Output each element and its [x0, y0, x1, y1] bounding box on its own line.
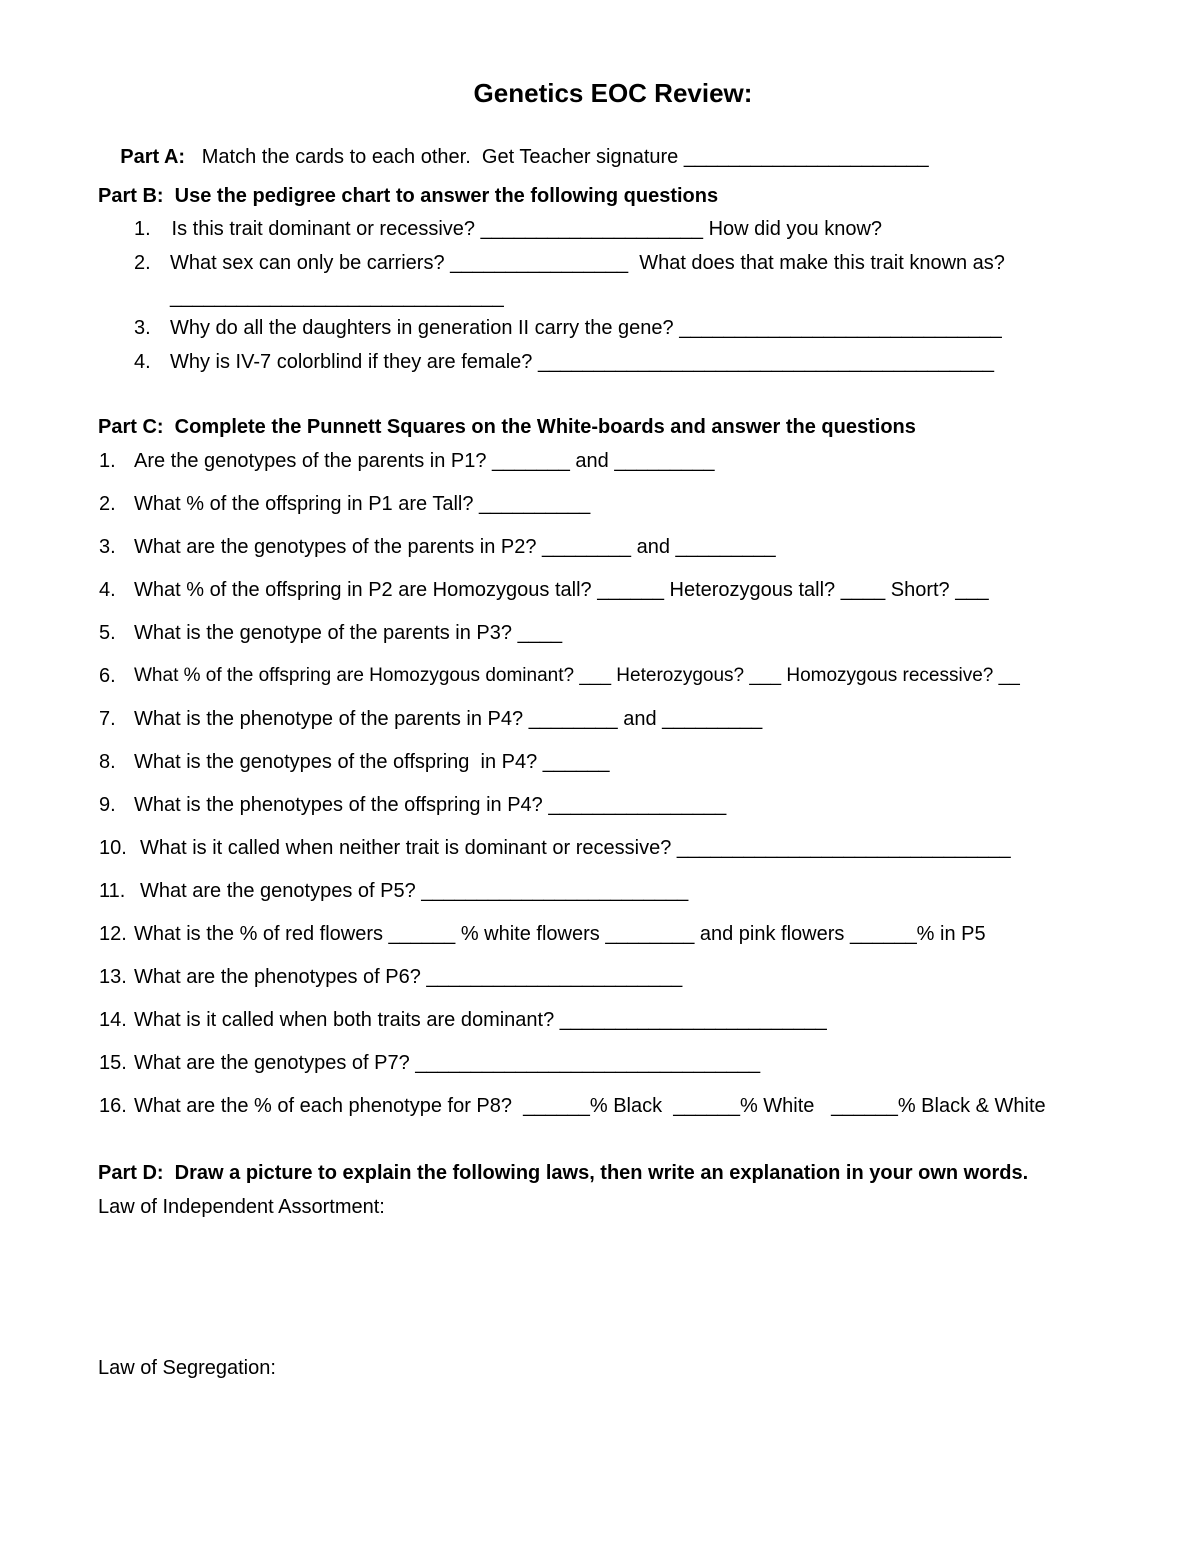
part-b-item-num: 3.: [134, 317, 151, 339]
part-b-heading: Part B: Use the pedigree chart to answer the following questions: [98, 185, 719, 207]
law-segregation-label: Law of Segregation:: [98, 1357, 276, 1379]
part-c-item-text: What are the genotypes of P5? ________________________: [140, 880, 689, 902]
part-c-item-num: 6.: [99, 665, 116, 687]
page-title: Genetics EOC Review:: [473, 78, 753, 108]
part-b-item-text: What sex can only be carriers? ________________ What does that make this trait known as?: [170, 252, 1005, 274]
part-c-item-num: 15.: [99, 1052, 127, 1074]
part-c-item-text: What % of the offspring are Homozygous dominant? ___ Heterozygous? ___ Homozygous recessive? __: [134, 665, 1020, 686]
law-independent-assortment-label: Law of Independent Assortment:: [98, 1196, 385, 1218]
part-c-item-num: 12.: [99, 923, 127, 945]
part-c-item-text: What is the genotype of the parents in P3? ____: [134, 622, 563, 644]
part-c-item-text: What is the genotypes of the offspring in P4? ______: [134, 751, 610, 773]
part-c-item-num: 4.: [99, 579, 116, 601]
part-c-item-text: Are the genotypes of the parents in P1? _______ and _________: [134, 450, 715, 472]
part-c-item-num: 1.: [99, 450, 116, 472]
part-b-item-num: 2.: [134, 252, 151, 274]
part-b-item-num: 4.: [134, 351, 151, 373]
part-c-item-text: What is it called when neither trait is dominant or recessive? ______________________________: [140, 837, 1011, 859]
part-c-item-num: 13.: [99, 966, 127, 988]
part-c-item-text: What is the phenotype of the parents in P4? ________ and _________: [134, 708, 763, 730]
part-c-item-num: 3.: [99, 536, 116, 558]
part-c-item-num: 11.: [99, 880, 126, 902]
part-a-label: Part A:: [120, 146, 186, 168]
part-b-item-text: Why is IV-7 colorblind if they are female? _________________________________________: [170, 351, 994, 373]
part-d-heading: Part D: Draw a picture to explain the following laws, then write an explanation in your own words.: [98, 1162, 1029, 1184]
part-c-heading: Part C: Complete the Punnett Squares on the White-boards and answer the questions: [98, 416, 916, 438]
part-c-item-text: What are the genotypes of the parents in P2? ________ and _________: [134, 536, 776, 558]
part-c-item-text: What is the phenotypes of the offspring in P4? ________________: [134, 794, 727, 816]
part-c-item-num: 16.: [99, 1095, 127, 1117]
part-c-item-text: What % of the offspring in P2 are Homozygous tall? ______ Heterozygous tall? ____ Short? ___: [134, 579, 989, 601]
part-c-item-num: 7.: [99, 708, 116, 730]
part-c-item-text: What are the phenotypes of P6? _______________________: [134, 966, 683, 988]
part-c-item-text: What are the % of each phenotype for P8? ______% Black ______% White ______% Black & White: [134, 1095, 1046, 1117]
part-c-item-text: What is it called when both traits are dominant? ________________________: [134, 1009, 827, 1031]
part-c-item-num: 5.: [99, 622, 116, 644]
part-c-item-num: 9.: [99, 794, 116, 816]
part-c-item-text: What are the genotypes of P7? _______________________________: [134, 1052, 761, 1074]
part-b-item-text: Is this trait dominant or recessive? ____________________ How did you know?: [166, 218, 883, 240]
part-b-item-text: Why do all the daughters in generation II carry the gene? _____________________________: [170, 317, 1002, 339]
part-c-item-num: 8.: [99, 751, 116, 773]
part-c-item-num: 2.: [99, 493, 116, 515]
part-c-item-text: What is the % of red flowers ______ % white flowers ________ and pink flowers ______% in P5: [134, 923, 986, 945]
part-c-item-num: 14.: [99, 1009, 127, 1031]
part-b-item-num: 1.: [134, 218, 151, 240]
part-c-item-text: What % of the offspring in P1 are Tall? __________: [134, 493, 591, 515]
part-c-item-num: 10.: [99, 837, 127, 859]
part-b-item-text: ______________________________: [170, 286, 504, 308]
part-a-text: Match the cards to each other. Get Teacher signature ______________________: [201, 146, 929, 168]
